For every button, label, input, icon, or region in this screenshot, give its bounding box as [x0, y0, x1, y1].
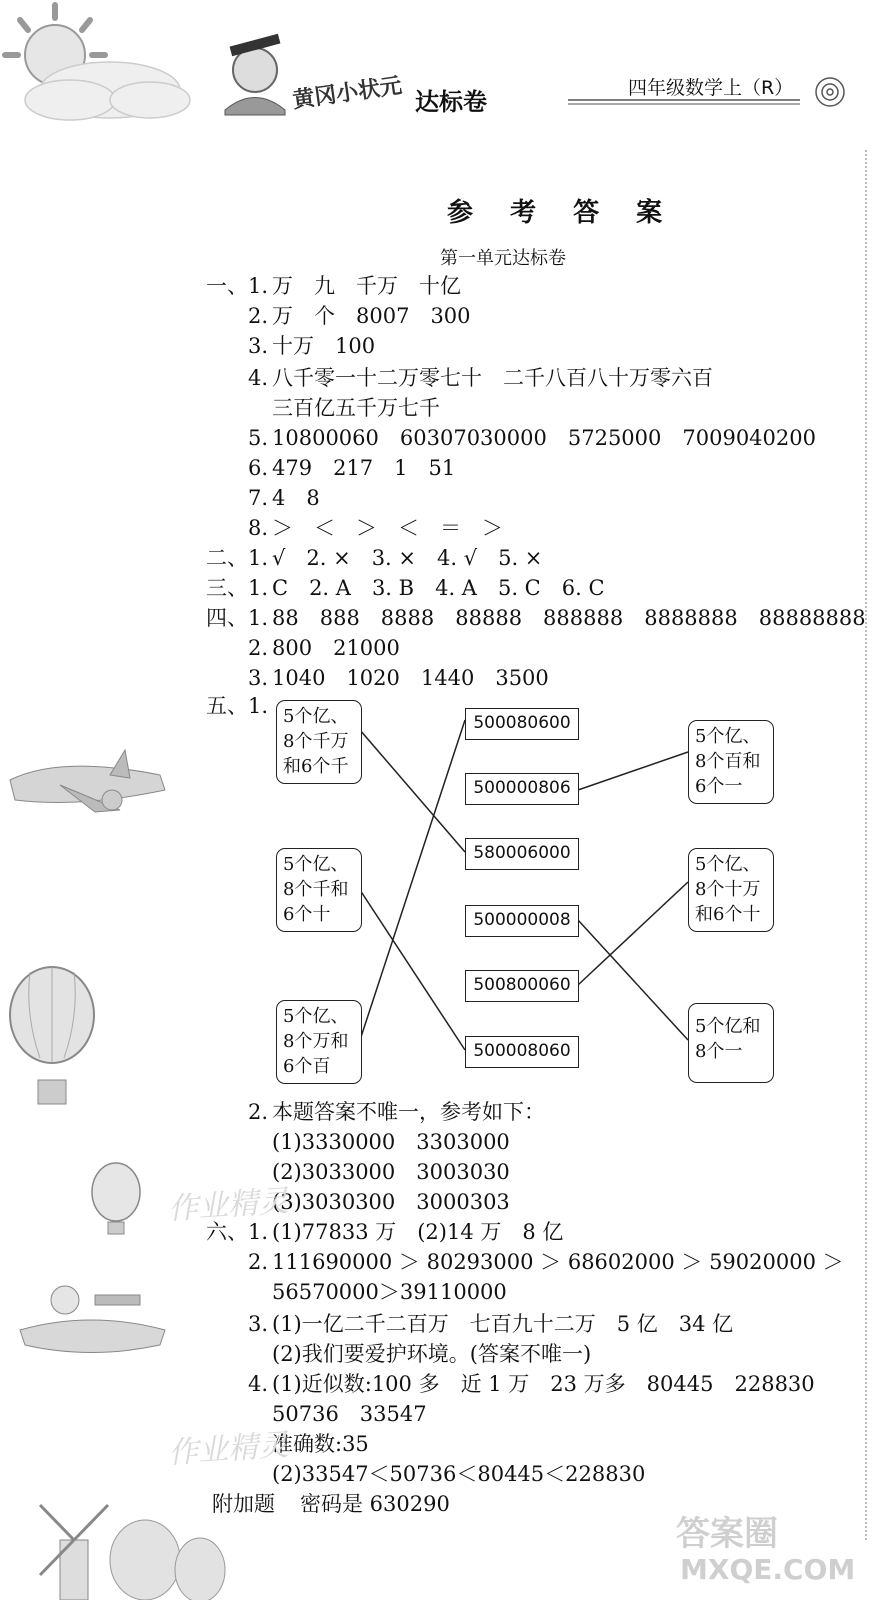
- answer-text: 八千零一十二万零七十 二千八百八十万零六百: [272, 366, 713, 390]
- match-number-2: 500000806: [465, 773, 579, 805]
- answer-label: 7.: [247, 486, 268, 510]
- answer-label: 6.: [247, 456, 268, 480]
- match-right-2: 5个亿、 8个十万 和6个十: [688, 848, 774, 932]
- answer-text: 479 217 1 51: [272, 456, 456, 480]
- match-right-1: 5个亿、 8个百和 6个一: [688, 720, 774, 804]
- watermark-logo: 答案圈: [676, 1514, 778, 1554]
- unit-title: 第一单元达标卷: [440, 248, 566, 269]
- watermark-1: 作业精灵: [167, 1183, 290, 1228]
- match-number-4: 500000008: [465, 905, 579, 937]
- answer-label: 2.: [247, 636, 268, 660]
- answer-text: C 2. A 3. B 4. A 5. C 6. C: [272, 576, 605, 600]
- answer-label: 3.: [247, 1312, 268, 1336]
- answer-text: (2)我们要爱护环境。(答案不唯一): [272, 1342, 592, 1366]
- answer-text: 十万 100: [272, 334, 376, 358]
- answer-text: 本题答案不唯一，参考如下：: [272, 1100, 545, 1124]
- answer-label: 4.: [247, 366, 268, 390]
- answer-text: 万 九 千万 十亿: [272, 274, 461, 298]
- answer-text: (2)3033000 3003030: [272, 1160, 510, 1184]
- page-title: 参 考 答 案: [447, 198, 677, 228]
- match-left-3: 5个亿、 8个万和 6个百: [276, 1000, 362, 1084]
- match-number-5: 500800060: [465, 970, 579, 1002]
- answer-label: 2.: [247, 1250, 268, 1274]
- answer-text: 10800060 60307030000 5725000 7009040200: [272, 426, 816, 450]
- answer-label: 3.: [247, 334, 268, 358]
- match-right-3: 5个亿和 8个一: [688, 1003, 774, 1083]
- watermark-2: 作业精灵: [167, 1427, 290, 1472]
- answer-text: 111690000 ＞ 80293000 ＞ 68602000 ＞ 59020000 ＞: [272, 1250, 844, 1274]
- answer-text: 4 8: [272, 486, 320, 510]
- answer-text: 准确数:35: [272, 1432, 369, 1456]
- answer-label: 附加题: [212, 1492, 275, 1516]
- watermark-site: MXQE.COM: [680, 1553, 856, 1586]
- answer-label: 3.: [247, 666, 268, 690]
- answer-text: (1)近似数:100 多 近 1 万 23 万多 80445 228830: [272, 1372, 815, 1396]
- answer-label: 六、1.: [205, 1220, 268, 1244]
- answer-label: 8.: [247, 516, 268, 540]
- answer-text: (1)一亿二千二百万 七百九十二万 5 亿 34 亿: [272, 1312, 734, 1336]
- answer-label: 2.: [247, 304, 268, 328]
- answer-label: 一、1.: [205, 274, 268, 298]
- match-number-6: 500008060: [465, 1036, 579, 1068]
- match-left-1: 5个亿、 8个千万 和6个千: [276, 700, 362, 784]
- subject-badge: 四年级数学上（R）: [628, 77, 794, 99]
- match-number-3: 580006000: [465, 838, 579, 870]
- answer-text: 三百亿五千万七千: [272, 396, 440, 420]
- answer-text: ＞ ＜ ＞ ＜ ＝ ＞: [272, 516, 503, 540]
- answer-text: 800 21000: [272, 636, 400, 660]
- answer-label: 5.: [247, 426, 268, 450]
- answer-text: √ 2. × 3. × 4. √ 5. ×: [272, 546, 543, 570]
- answer-text: 88 888 8888 88888 888888 8888888 88888888: [272, 606, 866, 630]
- answer-text: 56570000＞39110000: [272, 1280, 507, 1304]
- answer-label: 二、1.: [205, 546, 268, 570]
- answer-text: 密码是 630290: [300, 1492, 450, 1516]
- answer-text: (3)3030300 3000303: [272, 1190, 510, 1214]
- match-number-1: 500080600: [465, 708, 579, 740]
- answer-text: (1)3330000 3303000: [272, 1130, 510, 1154]
- answer-label: 4.: [247, 1372, 268, 1396]
- answer-text: (2)33547＜50736＜80445＜228830: [272, 1462, 646, 1486]
- answer-label: 四、1.: [205, 606, 268, 630]
- match-left-2: 5个亿、 8个千和 6个十: [276, 848, 362, 932]
- answer-text: 万 个 8007 300: [272, 304, 471, 328]
- series-logo: 黄冈小状元: [291, 73, 404, 114]
- answer-text: 50736 33547: [272, 1402, 427, 1426]
- answer-text: (1)77833 万 (2)14 万 8 亿: [272, 1220, 564, 1244]
- answer-text: 1040 1020 1440 3500: [272, 666, 549, 690]
- answer-label: 三、1.: [205, 576, 268, 600]
- answer-label: 2.: [247, 1100, 268, 1124]
- answer-label: 五、1.: [205, 694, 268, 718]
- paper-type: 达标卷: [415, 88, 487, 116]
